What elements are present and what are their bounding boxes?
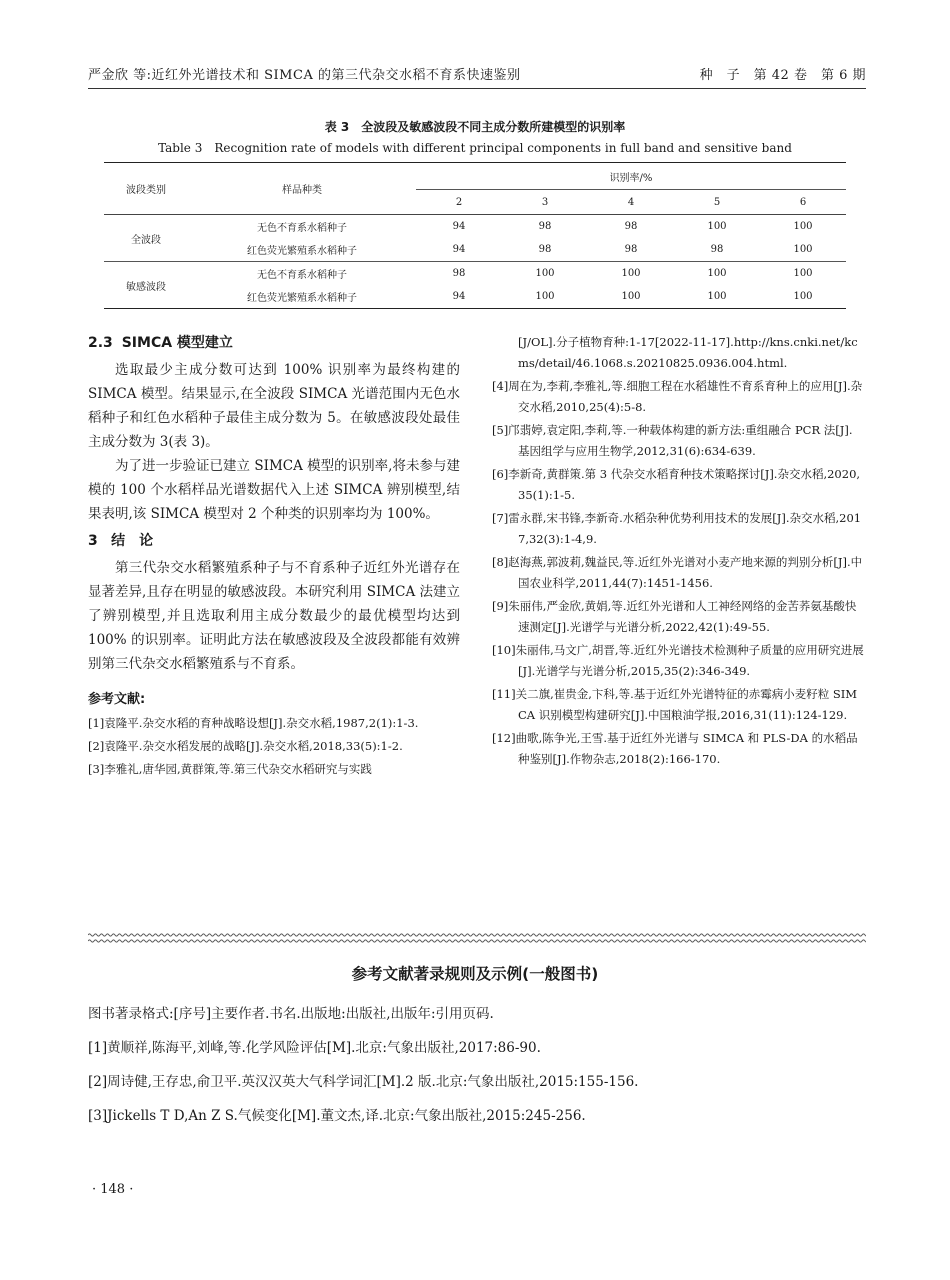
table-row	[104, 238, 846, 262]
reference-item: [6]李新奇,黄群策.第 3 代杂交水稻育种技术策略探讨[J].杂交水稻,2020,35(1):1-5.	[492, 467, 861, 502]
reference-guide-line: [2]周诗健,王存忠,俞卫平.英汉汉英大气科学词汇[M].2 版.北京:气象出版社,2015:155-156.	[88, 1074, 639, 1090]
header-recognition-rate: 识别率/%	[416, 163, 846, 190]
reference-guide-title: 参考文献著录规则及示例(一般图书)	[351, 965, 599, 983]
reference-guide-line: 图书著录格式:[序号]主要作者.书名.出版地:出版社,出版年:引用页码.	[88, 1006, 494, 1022]
rate-cell: 100	[760, 238, 846, 262]
rate-cell: 98	[624, 221, 638, 232]
rate-cell: 100	[535, 268, 555, 279]
table-caption-cn: 表 3 全波段及敏感波段不同主成分数所建模型的识别率	[324, 120, 626, 134]
table-row	[104, 215, 846, 239]
reference-continuation: [J/OL].分子植物育种:1-17[2022-11-17].http://kns.cnki.net/kcms/detail/46.1068.s.20210825.0936.004.html.	[518, 335, 858, 370]
rate-cell: 94	[416, 285, 502, 309]
band-cell: 敏感波段	[104, 262, 188, 309]
rate-cell: 98	[452, 268, 466, 279]
paragraph: 第三代杂交水稻繁殖系种子与不育系种子近红外光谱存在显著差异,且存在明显的敏感波段。本研究利用 SIMCA 法建立了辨别模型,并且选取利用主成分数最少的最优模型均达到 100% 的识别率。证明此方法在敏感波段及全波段都能有效辨别第三代杂交水稻繁殖系与不育系。	[88, 560, 460, 672]
rate-cell: 98	[588, 238, 674, 262]
section-title: SIMCA 模型建立	[121, 335, 233, 351]
rate-cell: 100	[621, 268, 641, 279]
table-caption-en: Table 3 Recognition rate of models with different principal components in full band and sensitive band	[158, 141, 792, 155]
header-band-type: 波段类别	[104, 163, 188, 215]
variety-cell: 无色不育系水稻种子	[257, 270, 347, 281]
header-pc: 6	[760, 190, 846, 215]
rate-cell: 98	[502, 238, 588, 262]
section-heading-3	[88, 530, 460, 552]
reference-guide-line: [1]黄顺祥,陈海平,刘峰,等.化学风险评估[M].北京:气象出版社,2017:86-90.	[88, 1040, 541, 1056]
rate-cell: 100	[793, 268, 813, 279]
wavy-divider	[88, 930, 866, 946]
section-heading-2-3	[88, 332, 460, 354]
rate-cell: 100	[707, 221, 727, 232]
paragraph: 为了进一步验证已建立 SIMCA 模型的识别率,将未参与建模的 100 个水稻样品光谱数据代入上述 SIMCA 辨别模型,结果表明,该 SIMCA 模型对 2 个种类的识别率均为 100%。	[88, 458, 460, 522]
header-pc: 3	[502, 190, 588, 215]
band-cell: 全波段	[104, 215, 188, 262]
reference-item: [7]雷永群,宋书锋,李新奇.水稻杂种优势利用技术的发展[J].杂交水稻,2017,32(3):1-4,9.	[492, 511, 862, 546]
rate-cell: 94	[452, 221, 466, 232]
rate-cell: 100	[793, 221, 813, 232]
variety-cell: 红色荧光繁殖系水稻种子	[188, 238, 416, 262]
recognition-rate-table	[104, 162, 846, 309]
rate-cell: 100	[674, 285, 760, 309]
section-number: 2.3	[88, 335, 113, 351]
header-pc: 2	[416, 190, 502, 215]
reference-item: [9]朱丽伟,严金欣,黄娟,等.近红外光谱和人工神经网络的金苦荞氨基酸快速测定[J].光谱学与光谱分析,2022,42(1):49-55.	[492, 599, 857, 634]
paragraph: 选取最少主成分数可达到 100% 识别率为最终构建的 SIMCA 模型。结果显示,在全波段 SIMCA 光谱范围内无色水稻种子和红色水稻种子最佳主成分数为 5。在敏感波段处最佳主成分数为 3(表 3)。	[88, 362, 460, 450]
reference-guide-line: [3]Jickells T D,An Z S.气候变化[M].董文杰,译.北京:气象出版社,2015:245-256.	[88, 1108, 586, 1124]
variety-cell: 无色不育系水稻种子	[257, 223, 347, 234]
running-header-left: 严金欣 等:近红外光谱技术和 SIMCA 的第三代杂交水稻不育系快速鉴别	[88, 68, 521, 83]
reference-item: [4]周在为,李莉,李雅礼,等.细胞工程在水稻雄性不育系育种上的应用[J].杂交水稻,2010,25(4):5-8.	[492, 379, 863, 414]
left-column	[88, 332, 460, 782]
reference-item: [2]袁隆平.杂交水稻发展的战略[J].杂交水稻,2018,33(5):1-2.	[88, 739, 403, 753]
header-sample-variety: 样品种类	[188, 163, 416, 215]
rate-cell: 100	[588, 285, 674, 309]
rate-cell: 100	[502, 285, 588, 309]
reference-item: [11]关二旗,崔贵金,卞科,等.基于近红外光谱特征的赤霉病小麦籽粒 SIMCA 识别模型构建研究[J].中国粮油学报,2016,31(11):124-129.	[492, 687, 858, 722]
section-number: 3	[88, 533, 98, 549]
header-pc: 4	[588, 190, 674, 215]
rate-cell: 100	[707, 268, 727, 279]
page-number: · 148 ·	[92, 1182, 134, 1197]
header-pc: 5	[674, 190, 760, 215]
rate-cell: 94	[416, 238, 502, 262]
reference-item: [12]曲歌,陈争光,王雪.基于近红外光谱与 SIMCA 和 PLS-DA 的水稻品种鉴别[J].作物杂志,2018(2):166-170.	[492, 731, 858, 766]
section-title: 结 论	[111, 533, 154, 549]
right-column	[492, 332, 864, 772]
rate-cell: 98	[674, 238, 760, 262]
table-row	[104, 262, 846, 286]
running-header-right: 种 子 第 42 卷 第 6 期	[699, 68, 866, 83]
reference-item: [8]赵海燕,郭波莉,魏益民,等.近红外光谱对小麦产地来源的判别分析[J].中国农业科学,2011,44(7):1451-1456.	[492, 555, 863, 590]
reference-item: [3]李雅礼,唐华园,黄群策,等.第三代杂交水稻研究与实践	[88, 762, 372, 776]
references-title: 参考文献:	[88, 692, 146, 707]
header-rule	[88, 88, 866, 89]
table-row	[104, 285, 846, 309]
reference-item: [10]朱丽伟,马文广,胡晋,等.近红外光谱技术检测种子质量的应用研究进展[J].光谱学与光谱分析,2015,35(2):346-349.	[492, 643, 864, 678]
rate-cell: 100	[760, 285, 846, 309]
rate-cell: 98	[538, 221, 552, 232]
variety-cell: 红色荧光繁殖系水稻种子	[188, 285, 416, 309]
reference-item: [1]袁隆平.杂交水稻的育种战略设想[J].杂交水稻,1987,2(1):1-3.	[88, 716, 419, 730]
reference-item: [5]邝翡婷,袁定阳,李莉,等.一种载体构建的新方法:重组融合 PCR 法[J].基因组学与应用生物学,2012,31(6):634-639.	[492, 423, 853, 458]
